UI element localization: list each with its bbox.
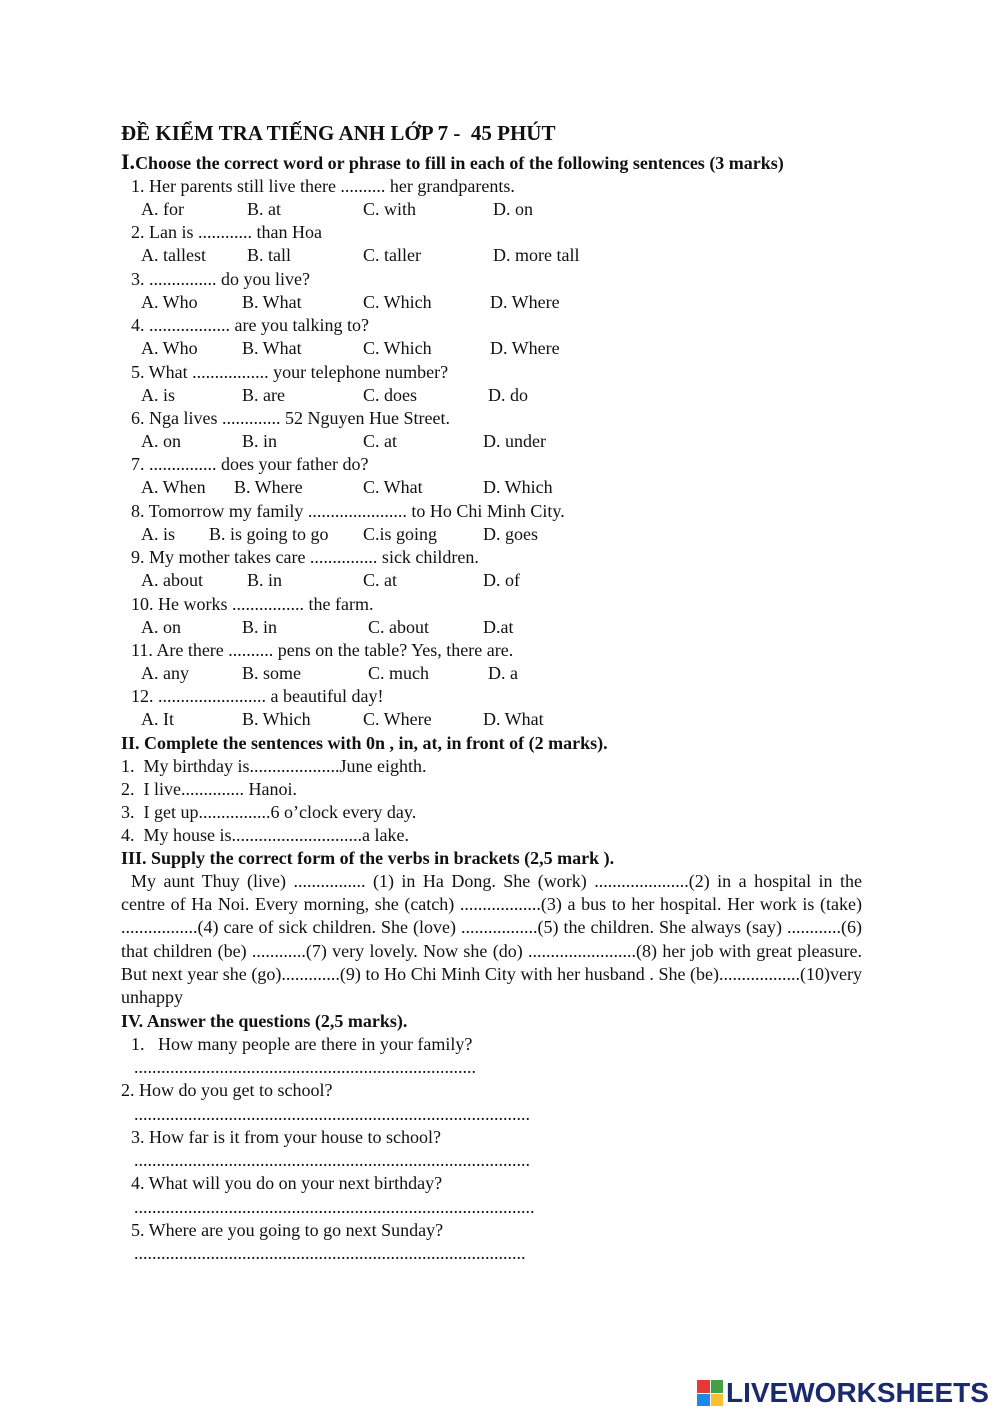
option-b: B. Which: [242, 709, 311, 729]
section-1-heading-text: Choose the correct word or phrase to fill in each of the following sentences (3 marks): [135, 153, 784, 173]
option-d: D. of: [483, 570, 520, 590]
option-a: A. is: [141, 524, 176, 544]
section-4-heading: IV. Answer the questions (2,5 marks).: [121, 1011, 408, 1031]
section-1-heading: [121, 150, 784, 175]
option-d: D. more tall: [493, 245, 580, 265]
section-1-numeral: I.: [121, 149, 136, 174]
question-text: 7. ............... does your father do?: [131, 454, 369, 474]
option-a: A. any: [141, 663, 189, 683]
page-title: ĐỀ KIỂM TRA TIẾNG ANH LỚP 7 - 45 PHÚT: [121, 121, 556, 145]
question-text: 1. Her parents still live there .......... her grandparents.: [131, 176, 515, 196]
option-a: A. on: [141, 617, 181, 637]
question-text: 8. Tomorrow my family ...................... to Ho Chi Minh City.: [131, 501, 565, 521]
option-c: C. taller: [363, 245, 421, 265]
option-c: C. about: [368, 617, 429, 637]
option-d: D.at: [483, 617, 514, 637]
option-b: B. in: [247, 570, 283, 590]
option-b: B. What: [242, 292, 302, 312]
option-a: A. for: [141, 199, 184, 219]
question-text: 10. He works ................ the farm.: [131, 594, 374, 614]
option-b: B. Where: [234, 477, 303, 497]
question-text: 2. Lan is ............ than Hoa: [131, 222, 322, 242]
liveworksheets-logo-icon: [697, 1380, 723, 1406]
question-text: 4. .................. are you talking to?: [131, 315, 369, 335]
answer-line: ............................................................................: [134, 1057, 476, 1077]
option-d: D. goes: [483, 524, 538, 544]
option-d: D. Where: [490, 338, 560, 358]
answer-line: ........................................................................................: [134, 1104, 530, 1124]
option-c: C. What: [363, 477, 423, 497]
question-text: 11. Are there .......... pens on the table? Yes, there are.: [131, 640, 514, 660]
option-c: C. at: [363, 570, 397, 590]
option-b: B. at: [247, 199, 281, 219]
section-4-question: 5. Where are you going to go next Sunday?: [131, 1220, 444, 1240]
answer-line: .......................................................................................: [134, 1243, 526, 1263]
option-a: A. Who: [141, 292, 198, 312]
option-c: C. much: [368, 663, 429, 683]
option-c: C. with: [363, 199, 417, 219]
section-4-question: 4. What will you do on your next birthday?: [131, 1173, 443, 1193]
section-4-question: 2. How do you get to school?: [121, 1080, 333, 1100]
option-d: D. do: [488, 385, 528, 405]
option-a: A. on: [141, 431, 181, 451]
answer-line: .........................................................................................: [134, 1197, 535, 1217]
option-d: D. a: [488, 663, 518, 683]
option-a: A. When: [141, 477, 206, 497]
option-b: B. in: [242, 617, 278, 637]
option-d: D. Which: [483, 477, 553, 497]
question-text: 5. What ................. your telephone number?: [131, 362, 449, 382]
option-b: B. What: [242, 338, 302, 358]
option-b: B. tall: [247, 245, 291, 265]
question-text: 9. My mother takes care ............... sick children.: [131, 547, 479, 567]
option-a: A. Who: [141, 338, 198, 358]
option-a: A. about: [141, 570, 203, 590]
section-3-paragraph: My aunt Thuy (live) ................ (1) in Ha Dong. She (work) .....................(2) in a hospital in the centre of Ha Noi. Every morning, she (catch) ..................(3) a bus to her hospital. Her work is (take) .................(4) care of sick children. She (love) .................(5) the children. She always (say) ............(6) that children (be) ............(7) very lovely. Now she (do) ........................(8) her job with great pleasure. But next year she (go).............(9) to Ho Chi Minh City with her husband . She (be)..................(10)very unhappy: [121, 871, 862, 1008]
section-4-question: 1. How many people are there in your family?: [131, 1034, 473, 1054]
option-a: A. is: [141, 385, 176, 405]
liveworksheets-logo: [697, 1376, 989, 1410]
question-text: 12. ........................ a beautiful day!: [131, 686, 384, 706]
option-b: B. are: [242, 385, 285, 405]
question-text: 6. Nga lives ............. 52 Nguyen Hue Street.: [131, 408, 450, 428]
liveworksheets-logo-text: LIVEWORKSHEETS: [726, 1377, 989, 1408]
section-4-question: 3. How far is it from your house to school?: [131, 1127, 441, 1147]
option-c: C. Which: [363, 338, 432, 358]
option-a: A. tallest: [141, 245, 206, 265]
option-b: B. some: [242, 663, 302, 683]
option-b: B. in: [242, 431, 278, 451]
section-3-heading: III. Supply the correct form of the verbs in brackets (2,5 mark ).: [121, 848, 615, 868]
option-d: D. under: [483, 431, 546, 451]
option-a: A. It: [141, 709, 174, 729]
question-text: 3. ............... do you live?: [131, 269, 310, 289]
section-2-item: 3. I get up................6 o’clock every day.: [121, 802, 417, 822]
section-2-item: 4. My house is.............................a lake.: [121, 825, 409, 845]
section-2-item: 2. I live.............. Hanoi.: [121, 779, 297, 799]
section-2-item: 1. My birthday is....................June eighth.: [121, 756, 427, 776]
option-b: B. is going to go: [209, 524, 329, 544]
option-d: D. on: [493, 199, 533, 219]
option-d: D. What: [483, 709, 544, 729]
answer-line: ........................................................................................: [134, 1150, 530, 1170]
section-2-heading: II. Complete the sentences with 0n , in, at, in front of (2 marks).: [121, 733, 608, 753]
option-c: C.is going: [363, 524, 438, 544]
option-c: C. does: [363, 385, 417, 405]
option-c: C. Which: [363, 292, 432, 312]
option-c: C. Where: [363, 709, 432, 729]
option-d: D. Where: [490, 292, 560, 312]
option-c: C. at: [363, 431, 397, 451]
